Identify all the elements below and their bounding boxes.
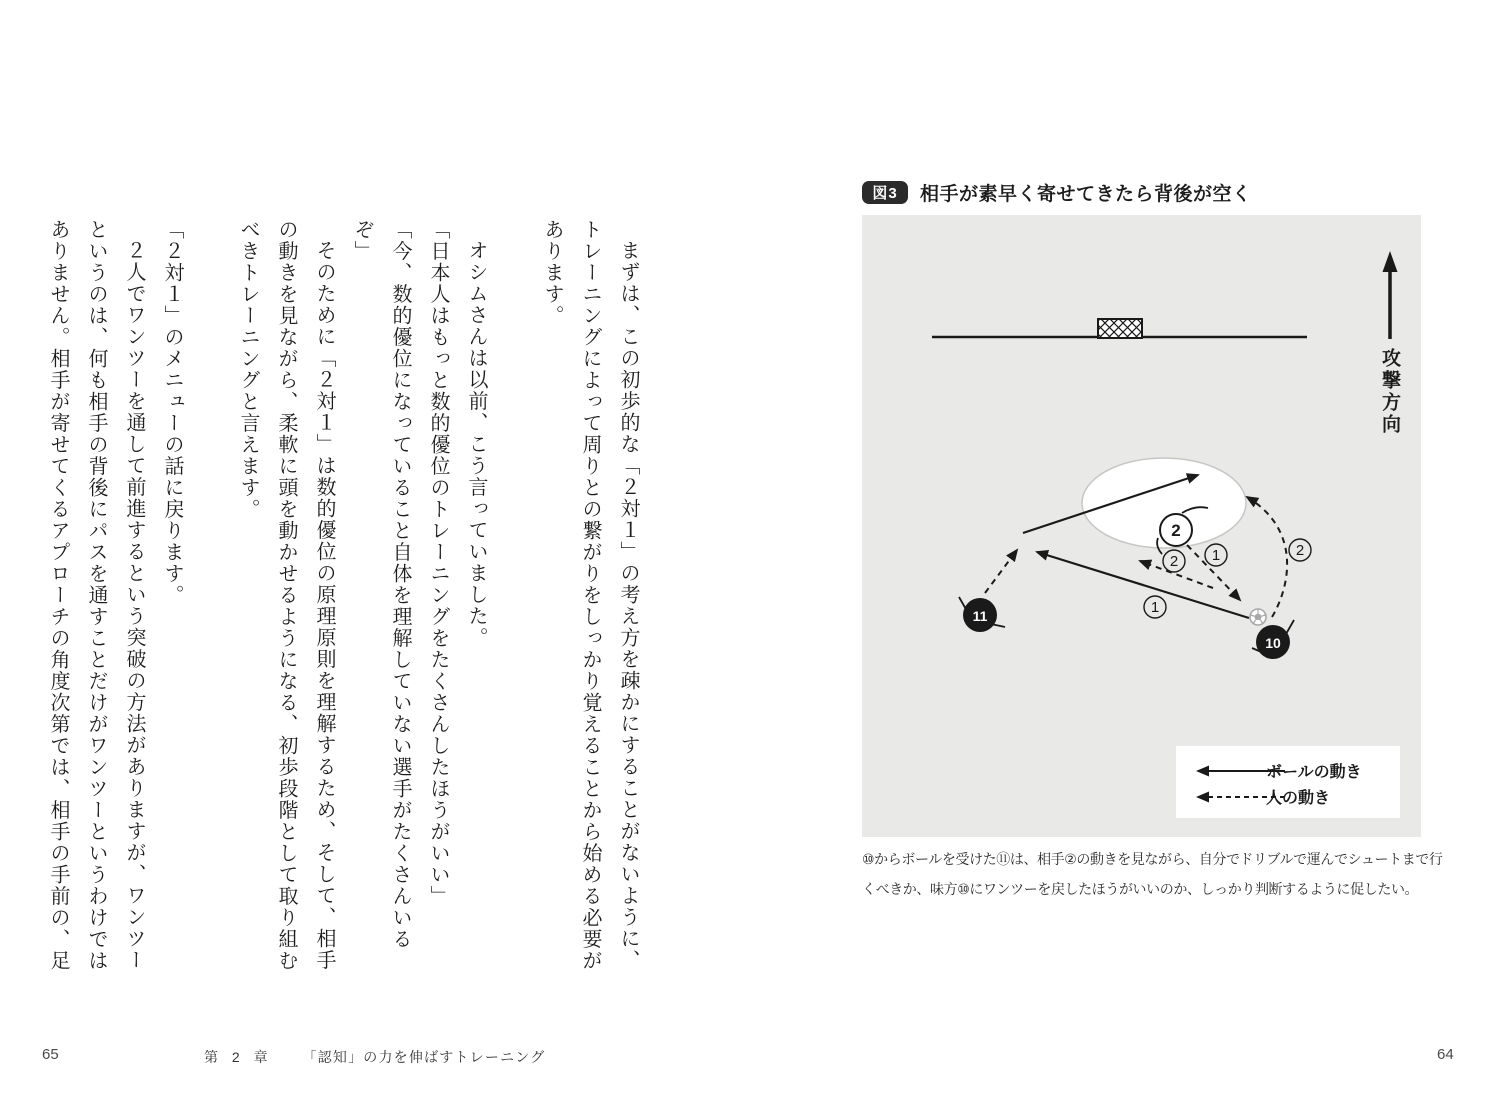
legend-player-label: 人の動き — [1266, 790, 1331, 807]
step-label-press-1 — [1205, 544, 1227, 566]
body-paragraph: 「今、数的優位になっていること自体を理解していない選手がたくさんいるぞ」 — [351, 219, 411, 950]
figure-title: 相手が素早く寄せてきたら背後が空く — [920, 184, 1252, 205]
body-text-vertical — [47, 219, 647, 977]
svg-text:2: 2 — [1169, 553, 1179, 570]
chapter-title: 「認知」の力を伸ばすトレーニング — [302, 1049, 546, 1065]
figure-caption: ⑩からボールを受けた⑪は、相手②の動きを見ながら、自分でドリブルで運んでシュートまで行くべきか、味方⑩にワンツーを戻したほうがいいのか、しっかり判断するように促したい。 — [862, 851, 1443, 897]
legend-box — [1176, 746, 1400, 818]
body-paragraph: 「日本人はもっと数的優位のトレーニングをたくさんしたほうがいい」 — [427, 219, 449, 907]
goal — [1098, 319, 1142, 338]
right-page — [753, 0, 1506, 1120]
legend-ball-label: ボールの動き — [1266, 764, 1362, 781]
figure-title-row — [862, 179, 1252, 206]
legend — [1176, 746, 1400, 818]
body-paragraph: 「２対１」のメニューの話に戻ります。 — [161, 219, 183, 606]
body-paragraph: そのために「２対１」は数的優位の原理原則を理解するため、そして、相手の動きを見ながら、柔軟に頭を動かせるようになる、初歩段階として取り組むべきトレーニングと言えます。 — [237, 219, 335, 972]
step-label-pass-1 — [1144, 596, 1166, 618]
svg-text:11: 11 — [972, 608, 988, 624]
chapter-label: 第 2 章 — [204, 1049, 273, 1065]
svg-text:1: 1 — [1211, 547, 1221, 564]
chapter-footer — [204, 1047, 545, 1067]
body-paragraph: ２人でワンツーを通して前進するという突破の方法がありますが、ワンツーというのは、何も相手の背後にパスを通すことだけがワンツーというわけではありません。相手が寄せてくるアプローチの角度次第では、相手の手前の、足 — [47, 219, 145, 972]
step-label-run-2 — [1289, 539, 1311, 561]
tactics-diagram — [862, 215, 1421, 837]
figure-number-badge: 図3 — [862, 181, 908, 204]
svg-text:10: 10 — [1265, 635, 1281, 651]
body-paragraph: オシムさんは以前、こう言っていました。 — [465, 240, 487, 649]
page-number-right: 64 — [1437, 1046, 1454, 1063]
svg-text:2: 2 — [1171, 521, 1181, 540]
svg-text:1: 1 — [1150, 599, 1160, 616]
page-number-left: 65 — [42, 1046, 59, 1063]
attack-direction-label: 攻撃方向 — [1379, 348, 1400, 436]
step-label-cover-2 — [1163, 550, 1185, 572]
tactics-diagram-svg — [862, 215, 1421, 837]
body-paragraph: まずは、この初歩的な「２対１」の考え方を疎かにすることがないように、トレーニングによって周りとの繋がりをしっかり覚えることから始める必要があります。 — [541, 219, 639, 972]
soccer-ball-icon — [1250, 609, 1266, 625]
svg-text:2: 2 — [1295, 542, 1305, 559]
